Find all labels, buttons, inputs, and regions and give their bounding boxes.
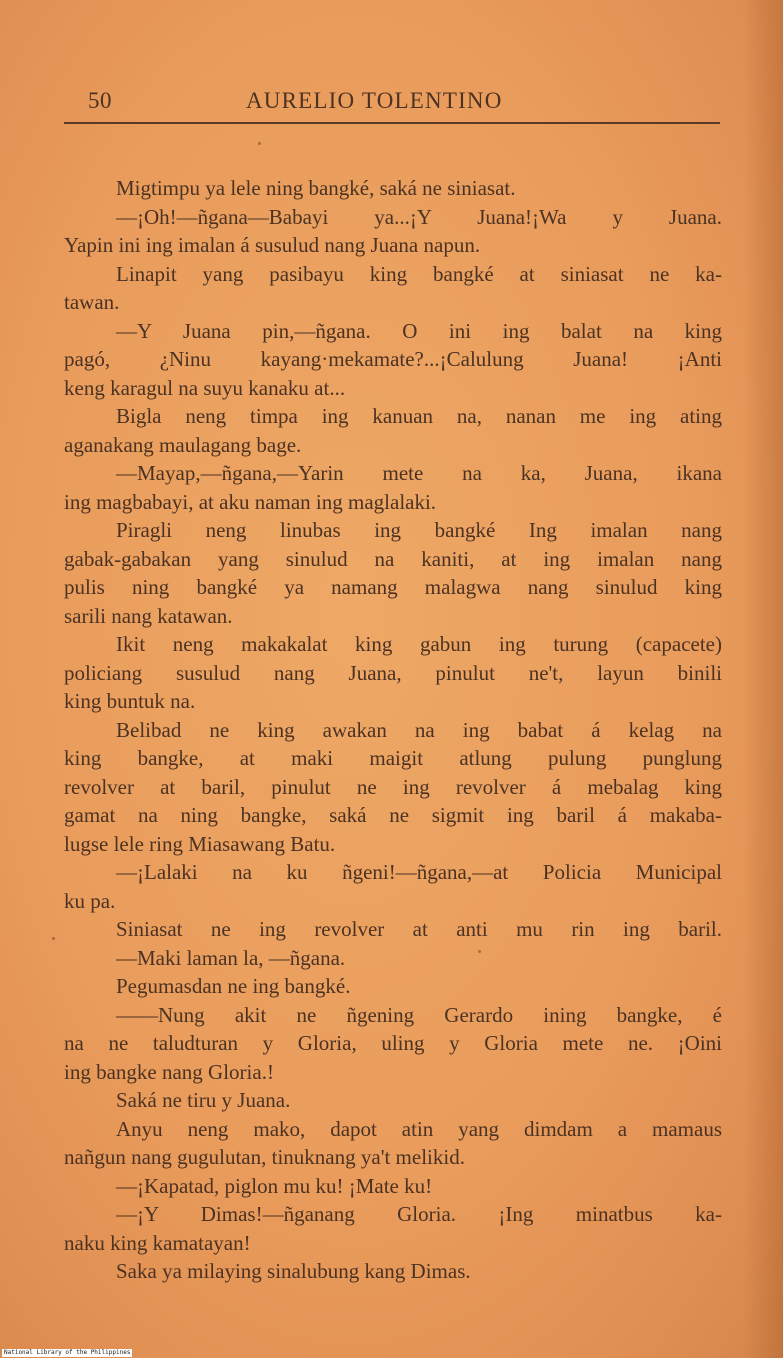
text-line: Ikit neng makakalat king gabun ing turung (capacete) — [116, 632, 722, 656]
text-line: —Mayap,—ñgana,—Yarin mete na ka, Juana, ikana — [116, 461, 722, 485]
text-line: aganakang maulagang bage. — [64, 432, 302, 457]
text-line: ing magbabayi, at aku naman ing maglalaki. — [64, 489, 437, 514]
page-number: 50 — [88, 88, 112, 113]
text-line: —¡Kapatad, piglon mu ku! ¡Mate ku! — [116, 1173, 433, 1198]
text-line: Belibad ne king awakan na ing babat á kelag na — [116, 717, 722, 742]
text-line: Migtimpu ya lele ning bangké, saká ne siniasat. — [116, 176, 516, 200]
text-line: Piragli neng linubas ing bangké Ing imalan nang — [116, 518, 722, 542]
text-line: —Maki laman la, —ñgana. — [116, 945, 346, 970]
text-line: keng karagul na suyu kanaku at... — [64, 375, 346, 400]
text-line: Linapit yang pasibayu king bangké at siniasat ne ka- — [116, 261, 722, 286]
text-line: pagó, ¿Ninu kayang·mekamate?...¡Calulung Juana! ¡Anti — [64, 347, 722, 371]
text-line: ——Nung akit ne ñgening Gerardo ining bangke, é — [116, 1002, 722, 1027]
text-line: gabak-gabakan yang sinulud na kaniti, at ing imalan nang — [64, 546, 722, 571]
text-line: Anyu neng mako, dapot atin yang dimdam a mamaus — [116, 1116, 722, 1141]
text-line: Bigla neng timpa ing kanuan na, nanan me ing ating — [116, 404, 722, 428]
text-line: Siniasat ne ing revolver at anti mu rin ing baril. — [116, 917, 722, 941]
text-line: Saka ya milaying sinalubung kang Dimas. — [116, 1259, 471, 1283]
text-line: gamat na ning bangke, saká ne sigmit ing baril á makaba- — [64, 803, 722, 827]
text-line: Pegumasdan ne ing bangké. — [116, 974, 351, 998]
page-header — [88, 88, 720, 120]
text-line: pulis ning bangké ya namang malagwa nang sinulud king — [64, 575, 722, 599]
text-line: king buntuk na. — [64, 689, 196, 713]
text-line: —Y Juana pin,—ñgana. O ini ing balat na king — [116, 318, 722, 343]
text-line: naku king kamatayan! — [64, 1230, 251, 1255]
text-line: revolver at baril, pinulut ne ing revolver á mebalag king — [64, 774, 722, 799]
text-line: —¡Lalaki na ku ñgeni!—ñgana,—at Policia Municipal — [116, 860, 722, 884]
paper-speck — [258, 142, 261, 145]
header-rule — [64, 122, 720, 124]
text-line: ing bangke nang Gloria.! — [64, 1059, 274, 1084]
paper-speck — [478, 950, 481, 953]
text-line: nañgun nang gugulutan, tinuknang ya't melikid. — [64, 1145, 465, 1169]
text-line: tawan. — [64, 290, 120, 314]
paper-speck — [52, 937, 55, 940]
text-line: sarili nang katawan. — [64, 603, 233, 628]
page-edge-shadow — [743, 0, 783, 1358]
text-line: —¡Oh!—ñgana—Babayi ya...¡Y Juana!¡Wa y Juana. — [116, 204, 722, 229]
text-line: Yapin ini ing imalan á susulud nang Juana napun. — [64, 233, 481, 257]
text-line: na ne taludturan y Gloria, uling y Gloria mete ne. ¡Oini — [64, 1031, 722, 1055]
text-body — [64, 174, 722, 1286]
text-line: king bangke, at maki maigit atlung pulung punglung — [64, 746, 722, 770]
running-head: AURELIO TOLENTINO — [246, 88, 503, 113]
text-line: —¡Y Dimas!—ñganang Gloria. ¡Ing minatbus ka- — [116, 1202, 722, 1226]
text-line: lugse lele ring Miasawang Batu. — [64, 831, 336, 856]
library-credit: National Library of the Philippines — [4, 1349, 131, 1356]
text-line: ku pa. — [64, 888, 116, 913]
text-line: Saká ne tiru y Juana. — [116, 1088, 291, 1112]
text-line: policiang susulud nang Juana, pinulut ne't, layun binili — [64, 660, 722, 685]
